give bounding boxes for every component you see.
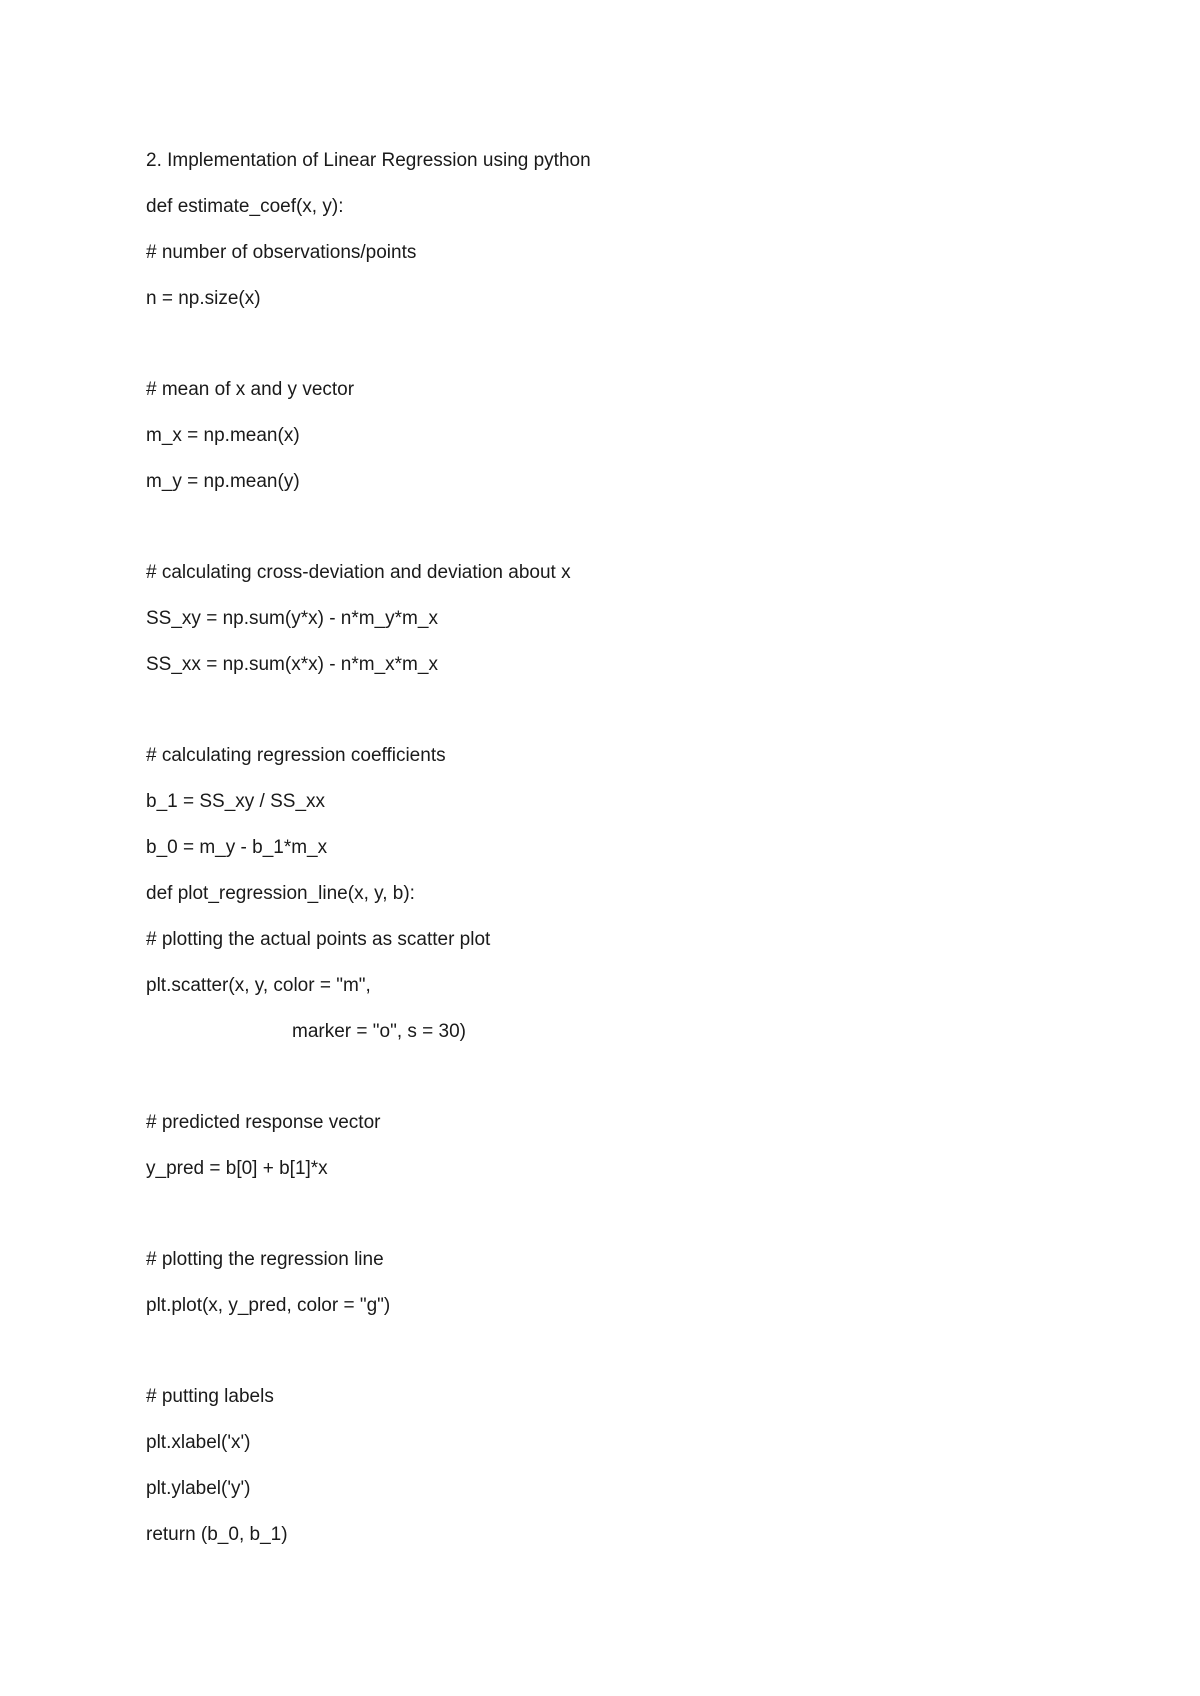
- code-line: SS_xx = np.sum(x*x) - n*m_x*m_x: [146, 654, 438, 675]
- code-line: n = np.size(x): [146, 288, 261, 309]
- code-comment: # calculating regression coefficients: [146, 745, 446, 766]
- code-comment: # plotting the actual points as scatter plot: [146, 929, 491, 950]
- code-line: SS_xy = np.sum(y*x) - n*m_y*m_x: [146, 608, 438, 629]
- section-heading: 2. Implementation of Linear Regression using python: [146, 150, 591, 171]
- code-comment: # mean of x and y vector: [146, 379, 355, 400]
- code-line: plt.scatter(x, y, color = "m",: [146, 975, 371, 996]
- code-line: def estimate_coef(x, y):: [146, 196, 344, 217]
- code-line: plt.ylabel('y'): [146, 1478, 251, 1499]
- code-line: def plot_regression_line(x, y, b):: [146, 883, 415, 904]
- code-line: return (b_0, b_1): [146, 1524, 288, 1545]
- code-comment: # plotting the regression line: [146, 1249, 384, 1270]
- code-line: y_pred = b[0] + b[1]*x: [146, 1158, 328, 1179]
- code-line: b_0 = m_y - b_1*m_x: [146, 837, 328, 858]
- code-comment: # predicted response vector: [146, 1112, 381, 1133]
- code-line: plt.xlabel('x'): [146, 1432, 251, 1453]
- code-line: b_1 = SS_xy / SS_xx: [146, 791, 326, 812]
- code-line: m_y = np.mean(y): [146, 471, 300, 492]
- code-comment: # calculating cross-deviation and deviation about x: [146, 562, 571, 583]
- code-comment: # putting labels: [146, 1386, 274, 1407]
- code-line-continuation: marker = "o", s = 30): [292, 1021, 466, 1042]
- code-line: m_x = np.mean(x): [146, 425, 300, 446]
- code-line: plt.plot(x, y_pred, color = "g"): [146, 1295, 391, 1316]
- code-comment: # number of observations/points: [146, 242, 417, 263]
